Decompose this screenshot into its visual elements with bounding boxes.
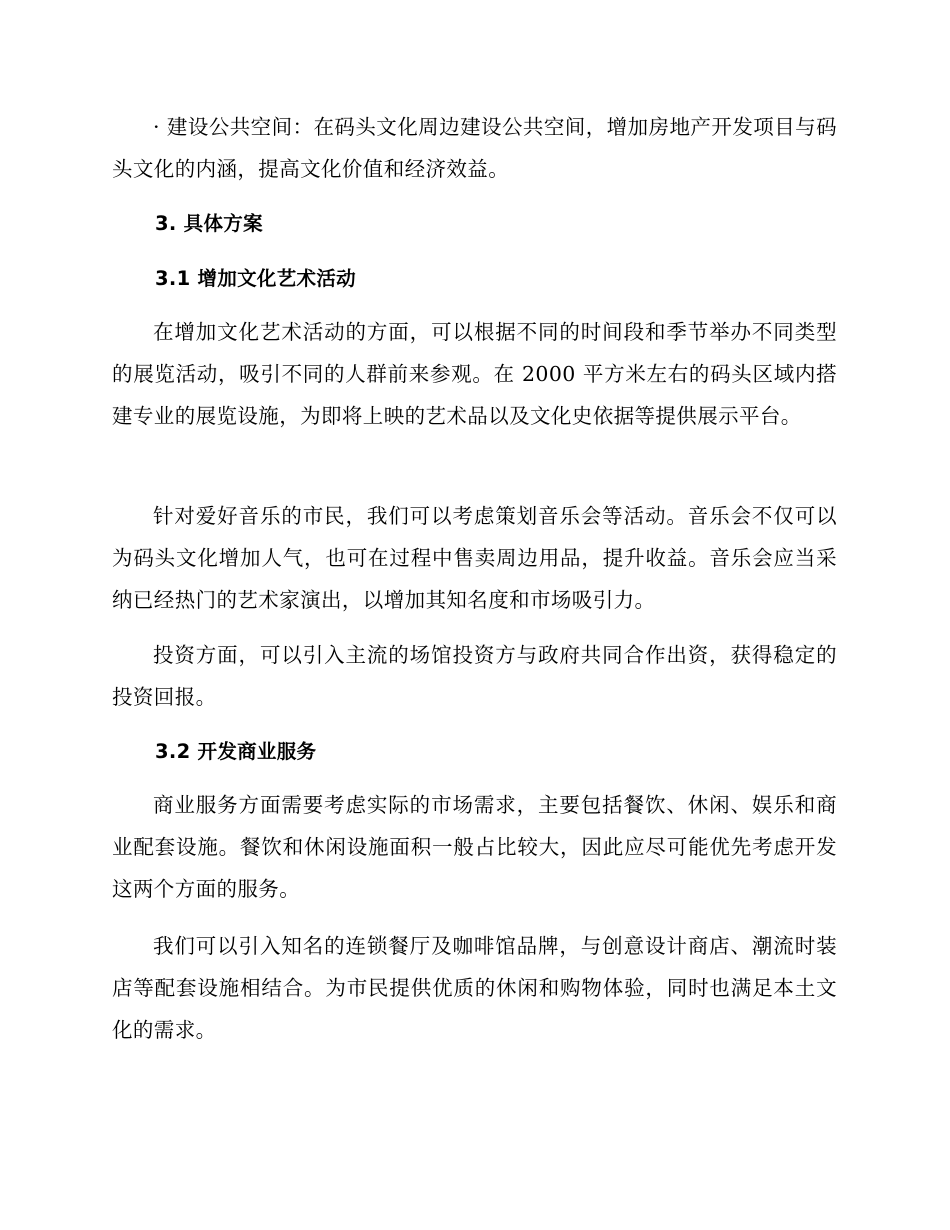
bullet-public-space-paragraph: · 建设公共空间：在码头文化周边建设公共空间，增加房地产开发项目与码头文化的内涵，提高文化价值和经济效益。 <box>112 115 837 181</box>
paragraph-commercial-services: 商业服务方面需要考虑实际的市场需求，主要包括餐饮、休闲、娱乐和商业配套设施。餐饮和休闲设施面积一般占比较大，因此应尽可能优先考虑开发这两个方面的服务。 <box>112 793 837 901</box>
paragraph-concerts: 针对爱好音乐的市民，我们可以考虑策划音乐会等活动。音乐会不仅可以为码头文化增加人气，也可在过程中售卖周边用品，提升收益。音乐会应当采纳已经热门的艺术家演出，以增加其知名度和市场吸引力。 <box>112 504 837 612</box>
paragraph-chain-brands: 我们可以引入知名的连锁餐厅及咖啡馆品牌，与创意设计商店、潮流时装店等配套设施相结合。为市民提供优质的休闲和购物体验，同时也满足本土文化的需求。 <box>112 934 837 1042</box>
section-heading-3-2: 3.2 开发商业服务 <box>155 740 317 763</box>
paragraph-exhibitions: 在增加文化艺术活动的方面，可以根据不同的时间段和季节举办不同类型的展览活动，吸引不同的人群前来参观。在 2000 平方米左右的码头区域内搭建专业的展览设施，为即将上映的艺术品以及文化史依据等提供展示平台。 <box>112 320 837 428</box>
section-heading-3-1: 3.1 增加文化艺术活动 <box>155 267 356 290</box>
paragraph-investment: 投资方面，可以引入主流的场馆投资方与政府共同合作出资，获得稳定的投资回报。 <box>112 643 837 709</box>
section-heading-3: 3. 具体方案 <box>155 212 263 235</box>
